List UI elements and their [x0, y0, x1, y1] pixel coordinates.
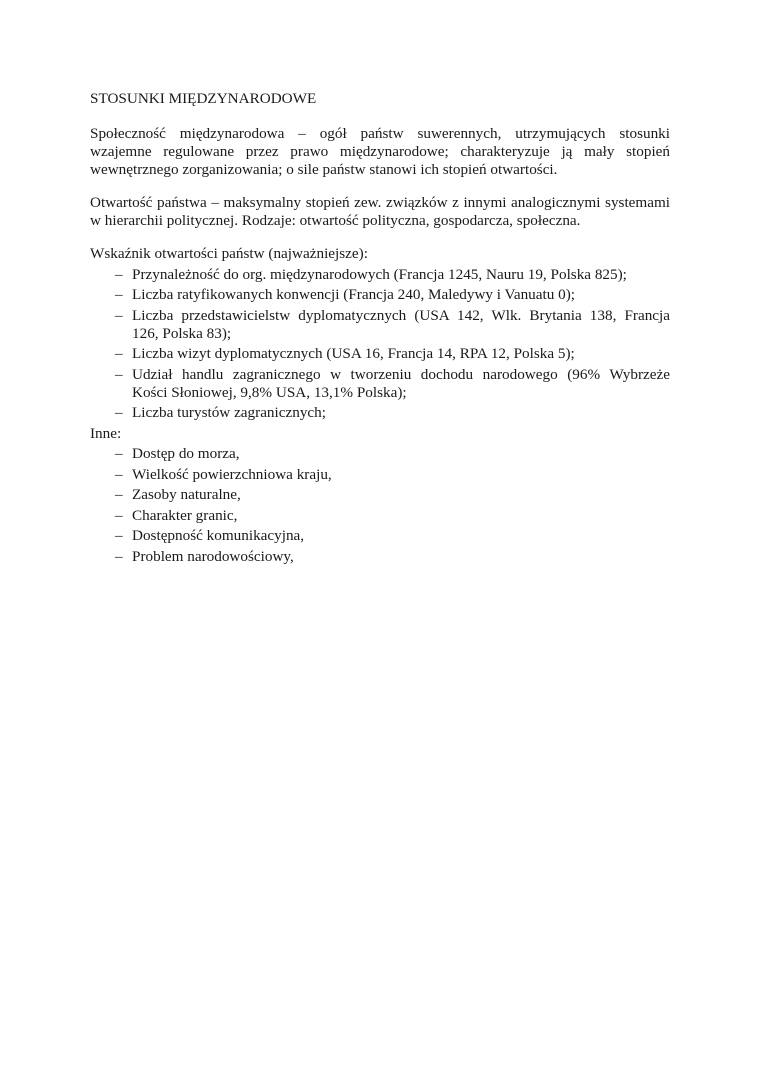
text-line: Udział handlu zagranicznego w tworzeniu dochodu narodowego (96% Wybrzeże: [132, 365, 670, 383]
paragraph-otwartosc: [90, 194, 670, 230]
text-line: Dostęp do morza,: [132, 445, 240, 462]
text-line: Wielkość powierzchniowa kraju,: [132, 465, 332, 483]
text-line: Przynależność do org. międzynarodowych (Francja 1245, Nauru 19, Polska 825);: [132, 265, 627, 283]
list-item-text: [132, 486, 670, 504]
indicators-heading: Wskaźnik otwartości państw (najważniejsze):: [90, 245, 368, 262]
bullet-dash-marker: –: [115, 365, 123, 383]
text-line: Liczba wizyt dyplomatycznych (USA 16, Francja 14, RPA 12, Polska 5);: [132, 345, 575, 362]
text-line: Charakter granic,: [132, 506, 238, 524]
list-item: [90, 366, 670, 402]
text-line: Zasoby naturalne,: [132, 486, 241, 503]
indicators-list: [90, 266, 670, 423]
text-line: w hierarchii politycznej. Rodzaje: otwartość polityczna, gospodarcza, społeczna.: [90, 212, 581, 229]
bullet-dash-marker: –: [115, 265, 123, 283]
list-item-text: [132, 507, 670, 525]
list-item: [90, 507, 670, 525]
paragraph-spolecznosc: [90, 125, 670, 179]
list-item: [90, 307, 670, 343]
text-line: Dostępność komunikacyjna,: [132, 527, 305, 544]
list-item-text: [132, 307, 670, 343]
others-list: [90, 445, 670, 566]
list-item: [90, 445, 670, 463]
list-item-text: [132, 286, 670, 304]
text-line: Liczba przedstawicielstw dyplomatycznych (USA 142, Wlk. Brytania 138, Francja: [132, 306, 670, 324]
text-line: Liczba ratyfikowanych konwencji (Francja 240, Maledywy i Vanuatu 0);: [132, 286, 575, 303]
bullet-dash-marker: –: [115, 486, 123, 503]
list-item-text: [132, 466, 670, 484]
list-item: [90, 548, 670, 566]
bullet-dash-marker: –: [115, 404, 123, 421]
bullet-dash-marker: –: [115, 345, 123, 362]
bullet-dash-marker: –: [115, 286, 123, 303]
list-item: [90, 266, 670, 284]
bullet-dash-marker: –: [115, 527, 123, 544]
text-line: wewnętrznego zorganizowania; o sile państw stanowi ich stopień otwartości.: [90, 161, 558, 178]
list-item-text: [132, 366, 670, 402]
document-title: STOSUNKI MIĘDZYNARODOWE: [90, 90, 317, 107]
bullet-dash-marker: –: [115, 506, 123, 524]
text-line: Problem narodowościowy,: [132, 547, 294, 565]
others-heading: Inne:: [90, 424, 122, 442]
text-line: Społeczność międzynarodowa – ogół państw suwerennych, utrzymujących stosunki: [90, 125, 670, 142]
list-item-text: [132, 527, 670, 545]
list-item-text: [132, 404, 670, 422]
list-item: [90, 527, 670, 545]
list-item: [90, 404, 670, 422]
list-item-text: [132, 445, 670, 463]
text-line: 126, Polska 83);: [132, 324, 232, 342]
list-item: [90, 466, 670, 484]
bullet-dash-marker: –: [115, 445, 123, 462]
bullet-dash-marker: –: [115, 306, 123, 324]
bullet-dash-marker: –: [115, 547, 123, 565]
list-item: [90, 486, 670, 504]
text-line: Liczba turystów zagranicznych;: [132, 404, 326, 421]
list-item-text: [132, 266, 670, 284]
bullet-dash-marker: –: [115, 465, 123, 483]
text-line: Otwartość państwa – maksymalny stopień zew. związków z innymi analogicznymi systemami: [90, 194, 670, 211]
text-line: wzajemne regulowane przez prawo międzynarodowe; charakteryzuje ją mały stopień: [90, 143, 670, 160]
text-line: Kości Słoniowej, 9,8% USA, 13,1% Polska);: [132, 383, 407, 401]
list-item-text: [132, 548, 670, 566]
list-item: [90, 286, 670, 304]
list-item: [90, 345, 670, 363]
list-item-text: [132, 345, 670, 363]
